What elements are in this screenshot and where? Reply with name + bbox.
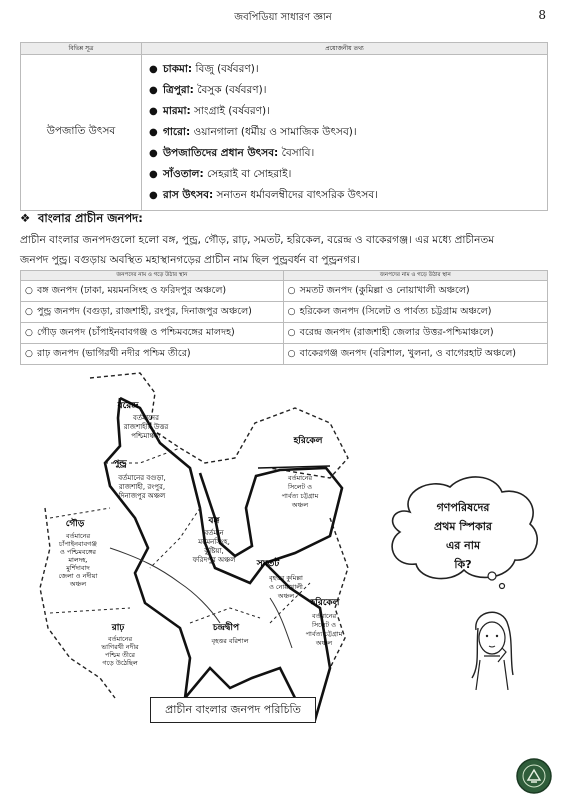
publisher-logo-icon [516,758,552,794]
map-caption: প্রাচীন বাংলার জনপদ পরিচিতি [150,697,316,723]
janapada-table [20,270,548,365]
janapada-item: বাকেরগঞ্জ জনপদ (বরিশাল, খুলনা, ও বাগেরহাট অঞ্চলে) [299,347,517,359]
svg-text:গৌড়: গৌড় [65,519,85,529]
region-barendra [117,401,169,440]
janapada-item: বরেন্দ্র জনপদ (রাজশাহী জেলার উত্তর-পশ্চিমাঞ্চলে) [299,326,494,338]
paragraph-line: প্রাচীন বাংলার জনপদগুলো হলো বঙ্গ, পুন্ড্র, গৌড়, রাঢ়, সমতট, হরিকেল, বরেন্দ্র ও বাকেরগঞ্জ। এর মধ্যে প্রাচীনতম [20,234,495,246]
region-banga [192,516,237,564]
paragraph-line: জনপদ পুন্ড্র। বগুড়ায় অবস্থিত মহাস্থানগড়ের প্রাচীন নাম ছিল পুন্ড্রবর্ধন বা পুন্ড্রনগর। [20,254,360,266]
svg-text:পশ্চিমাঞ্চল: পশ্চিমাঞ্চল [131,432,161,440]
svg-text:পার্বত্য চট্টগ্রাম: পার্বত্য চট্টগ্রাম [305,630,343,638]
svg-text:অঞ্চল: অঞ্চল [315,639,333,647]
bullet-icon: ● [149,64,158,75]
svg-text:জেলা ও নদীয়া: জেলা ও নদীয়া [58,572,98,580]
festival-table [20,42,548,211]
circle-bullet-icon: ○ [287,327,296,338]
list-item: ● ত্রিপুরা: বৈসুক (বর্ষবরণ)। [149,80,546,101]
janapada-item: হরিকেল জনপদ (সিলেট ও পার্বত্য চট্টগ্রাম অঞ্চলে) [299,305,492,317]
bullet-icon: ● [149,148,158,159]
svg-text:বরেন্দ্র: বরেন্দ্র [117,401,139,411]
region-rarh [100,623,139,667]
svg-text:চাঁপাইনবাবগঞ্জ: চাঁপাইনবাবগঞ্জ [59,540,97,548]
list-item: ● সাঁওতাল: সেহরাই বা সোহরাই। [149,164,546,185]
svg-text:মালদহ,: মালদহ, [68,556,88,564]
section-heading: ❖ বাংলার প্রাচীন জনপদ: [20,211,143,225]
svg-text:হরিকেল: হরিকেল [293,436,323,446]
list-item: ● উপজাতিদের প্রধান উৎসব: বৈসাবি। [149,143,546,164]
page-header [0,10,566,30]
svg-text:বর্তমানের: বর্তমানের [133,414,159,422]
diamond-bullet-icon: ❖ [20,211,31,225]
table-row [21,323,548,344]
thought-bubble [380,472,548,592]
table-row [21,344,548,365]
circle-bullet-icon: ○ [25,285,33,296]
janapada-item: গৌড় জনপদ (চাঁপাইনবাবগঞ্জ ও পশ্চিমবঙ্গের মালদহ) [37,326,235,338]
section-paragraph [20,230,548,270]
circle-bullet-icon: ○ [287,285,296,296]
svg-text:মুর্শিদাবাদ: মুর্শিদাবাদ [66,564,90,572]
janapada-item: পুন্ড্র জনপদ (বগুড়া, রাজশাহী, রংপুর, দিনাজপুর অঞ্চলে) [37,305,252,317]
bullet-icon: ● [149,127,158,138]
festival-col1-header: বিভিন্ন সূত্র [21,43,142,55]
festival-subject: উপজাতি উৎসব [21,55,142,211]
svg-text:ময়মনসিংহ,: ময়মনসিংহ, [198,538,230,546]
festival-info-cell [142,55,548,211]
svg-text:ও পশ্চিমবঙ্গের: ও পশ্চিমবঙ্গের [59,548,97,556]
svg-text:কুষ্টিয়া,: কুষ্টিয়া, [204,547,224,555]
circle-bullet-icon: ○ [287,348,296,359]
svg-text:সমতট: সমতট [256,559,280,569]
table-row [21,281,548,302]
map-drawing [30,368,360,728]
svg-text:ফরিদপুর অঞ্চল: ফরিদপুর অঞ্চল [192,556,236,564]
svg-text:হরিকেল: হরিকেল [310,598,340,608]
circle-bullet-icon: ○ [25,306,33,317]
list-item: ● রাস উৎসব: সনাতন ধর্মাবলম্বীদের বাৎসরিক উৎসব। [149,185,546,206]
circle-bullet-icon: ○ [25,327,33,338]
svg-text:দিনাজপুর অঞ্চল: দিনাজপুর অঞ্চল [118,492,166,500]
janapada-col1-header: জনপদের নাম ও গড়ে উঠার স্থান [21,271,284,281]
circle-bullet-icon: ○ [25,348,33,359]
region-harikel-south [306,596,343,647]
janapada-map [30,368,360,728]
svg-text:অঞ্চল: অঞ্চল [69,580,87,588]
svg-text:অঞ্চল: অঞ্চল [291,501,309,509]
bullet-icon: ● [149,85,158,96]
janapada-item: সমতট জনপদ (কুমিল্লা ও নোয়াখালী অঞ্চলে) [299,284,470,296]
svg-text:বর্তমান: বর্তমান [204,529,224,537]
circle-bullet-icon: ○ [287,306,296,317]
janapada-col2-header: জনপদের নাম ও গড়ে উঠার স্থান [283,271,547,281]
thinking-girl-illustration [458,600,528,690]
svg-text:পুন্ড্র: পুন্ড্র [113,459,127,469]
festival-list [143,59,546,206]
region-gaur [58,517,99,588]
festival-col2-header: প্রয়োজনীয় তথ্য [142,43,548,55]
list-item: ● মারমা: সাংগ্রাই (বর্ষবরণ)। [149,101,546,122]
svg-text:পশ্চিম তীরে: পশ্চিম তীরে [104,651,136,659]
list-item: ● গারো: ওয়ানগালা (ধর্মীয় ও সামাজিক উৎসব)। [149,122,546,143]
page-number: 8 [538,8,546,22]
svg-text:বৃহত্তর কুমিল্লা: বৃহত্তর কুমিল্লা [269,574,303,582]
list-item: ● চাকমা: বিজু (বর্ষবরণ)। [149,59,546,80]
svg-text:চন্দ্রদ্বীপ: চন্দ্রদ্বীপ [212,623,240,633]
svg-text:ভাগিরথী নদীর: ভাগিরথী নদীর [101,643,139,651]
table-row [21,302,548,323]
svg-text:বর্তমানের: বর্তমানের [311,612,337,620]
bullet-icon: ● [149,190,158,201]
svg-text:রাজশাহীর উত্তর: রাজশাহীর উত্তর [123,423,169,431]
svg-text:রাজশাহী, রংপুর,: রাজশাহী, রংপুর, [118,483,166,491]
header-title: জবপিডিয়া সাধারণ জ্ঞান [234,12,332,23]
svg-text:বর্তমানের: বর্তমানের [287,474,313,482]
svg-text:সিলেট ও: সিলেট ও [287,483,313,491]
svg-text:গড়ে উঠেছিল: গড়ে উঠেছিল [102,659,138,667]
janapada-item: বঙ্গ জনপদ (ঢাকা, ময়মনসিংহ ও ফরিদপুর অঞ্চলে) [37,284,227,296]
svg-text:সিলেট ও: সিলেট ও [311,621,337,629]
svg-text:অঞ্চল: অঞ্চল [277,592,295,600]
river-line [270,598,292,648]
janapada-item: রাঢ় জনপদ (ভাগিরথী নদীর পশ্চিম তীরে) [37,347,191,359]
svg-text:ও নোয়াখালী: ও নোয়াখালী [269,583,303,591]
svg-text:বৃহত্তর বরিশাল: বৃহত্তর বরিশাল [211,637,249,645]
region-chandradwip [211,620,250,645]
svg-text:বঙ্গ: বঙ্গ [208,516,220,526]
svg-text:বর্তমানের: বর্তমানের [107,635,133,643]
bubble-text: গণপরিষদের প্রথম স্পিকার এর নাম কি? [434,501,492,571]
bullet-icon: ● [149,106,158,117]
svg-text:বর্তমানের বগুড়া,: বর্তমানের বগুড়া, [118,474,166,482]
svg-text:বর্তমানের: বর্তমানের [65,532,91,540]
region-pundra [113,459,166,500]
svg-text:পার্বত্য চট্টগ্রাম: পার্বত্য চট্টগ্রাম [281,492,319,500]
svg-text:রাঢ়: রাঢ় [111,623,125,633]
bullet-icon: ● [149,169,158,180]
